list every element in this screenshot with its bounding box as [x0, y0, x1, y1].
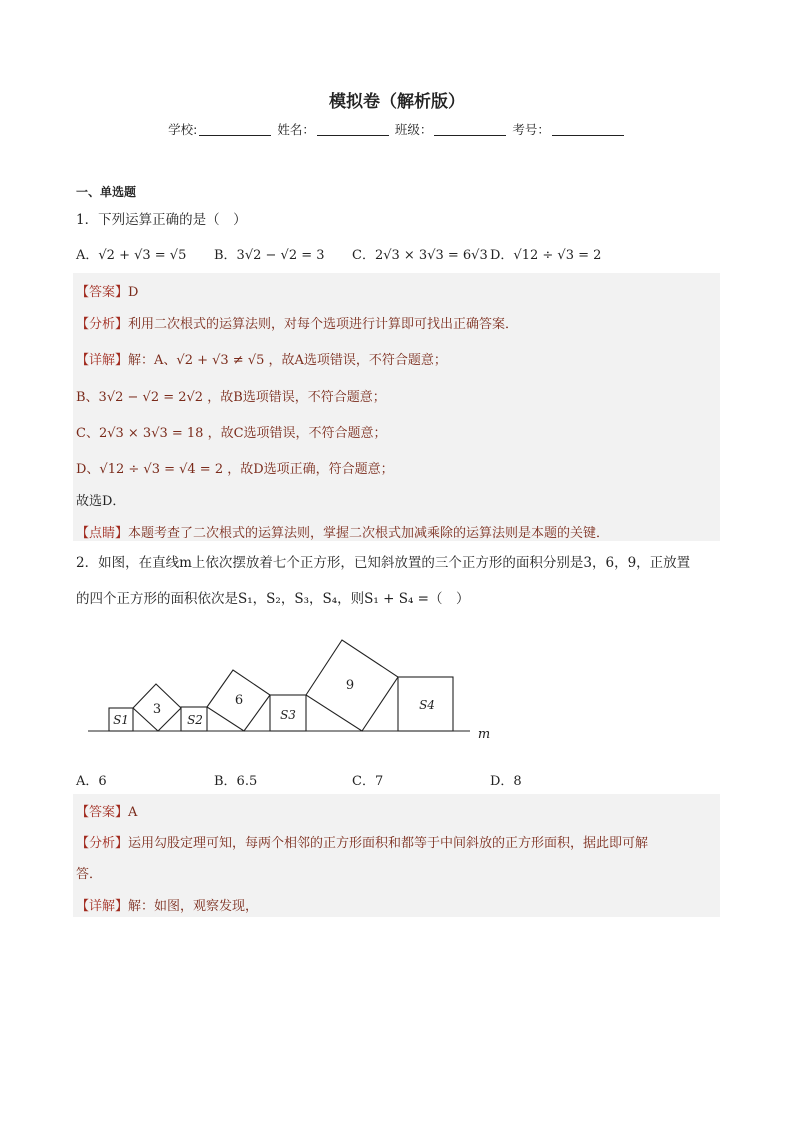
name-label: 姓名： [277, 122, 315, 137]
q1-option-b: B．3√2 − √2 = 3 [214, 248, 325, 263]
q1-detail-tag: 【详解】 [76, 353, 129, 368]
q1-comment-text: 本题考查了二次根式的运算法则，掌握二次根式加减乘除的运算法则是本题的关键． [128, 526, 610, 541]
q2-detail [76, 895, 258, 914]
label-s3: S3 [280, 708, 296, 722]
exam-no-label: 考号： [512, 122, 550, 137]
q2-option-b: B．6.5 [214, 774, 258, 789]
q2-detail-text: 解：如图，观察发现， [128, 899, 259, 914]
q1-option-c: C．2√3 × 3√3 = 6√3 [352, 248, 488, 263]
q1-comment-tag: 【点睛】 [76, 526, 129, 541]
q1-comment [76, 522, 609, 541]
q2-option-a: A．6 [76, 774, 107, 789]
q1-conclusion: 故选D． [76, 494, 126, 509]
q1-detail [76, 349, 447, 368]
label-3: 3 [152, 702, 162, 717]
q1-detail-line-1: 解：A、√2 + √3 ≠ √5 ，故A选项错误，不符合题意； [128, 353, 447, 368]
q1-answer-value: D [128, 285, 139, 300]
label-6: 6 [234, 693, 244, 708]
q1-stem: 1．下列运算正确的是（ ） [76, 212, 247, 228]
class-label: 班级： [394, 122, 433, 137]
q2-analysis-text: 运用勾股定理可知，每两个相邻的正方形面积和都等于中间斜放的正方形面积，据此即可解 [128, 836, 649, 851]
q2-analysis-tag: 【分析】 [76, 836, 129, 851]
label-s1: S1 [113, 713, 129, 727]
q2-option-d: D．8 [490, 774, 522, 789]
q1-answer [76, 281, 138, 300]
student-info-line [0, 120, 794, 138]
section-title: 一、单选题 [76, 185, 137, 199]
name-blank [317, 123, 389, 136]
q2-detail-tag: 【详解】 [76, 899, 129, 914]
q2-answer-tag: 【答案】 [76, 805, 129, 820]
class-blank [434, 123, 506, 136]
q2-stem-line-2: 的四个正方形的面积依次是S₁，S₂，S₃，S₄，则S₁ + S₄ =（ ） [76, 591, 470, 607]
label-m: m [477, 727, 491, 742]
q2-answer-value: A [128, 805, 138, 820]
q1-option-d: D．√12 ÷ √3 = 2 [490, 248, 602, 263]
exam-no-blank [552, 123, 624, 136]
q1-detail-line-3: C、2√3 × 3√3 = 18 ，故C选项错误，不符合题意； [76, 426, 387, 441]
q2-stem-line-1: 2．如图，在直线m上依次摆放着七个正方形，已知斜放置的三个正方形的面积分别是3，6，9，正放置 [76, 555, 691, 571]
q1-detail-line-2: B、3√2 − √2 = 2√2 ，故B选项错误，不符合题意； [76, 390, 386, 405]
label-s4: S4 [419, 698, 435, 712]
label-9: 9 [345, 678, 355, 693]
q1-answer-tag: 【答案】 [76, 285, 129, 300]
q1-analysis [76, 313, 518, 332]
q2-answer [76, 801, 137, 820]
school-blank [199, 123, 271, 136]
q2-analysis-line-2: 答． [76, 867, 103, 882]
q2-option-c: C．7 [352, 774, 384, 789]
q1-analysis-text: 利用二次根式的运算法则，对每个选项进行计算即可找出正确答案． [128, 317, 519, 332]
label-s2: S2 [187, 713, 203, 727]
q1-detail-line-4: D、√12 ÷ √3 = √4 = 2 ，故D选项正确，符合题意； [76, 462, 394, 477]
school-label: 学校: [168, 122, 198, 137]
q1-option-a: A．√2 + √3 = √5 [76, 248, 187, 263]
q2-squares-figure [80, 630, 500, 745]
q1-analysis-tag: 【分析】 [76, 317, 129, 332]
q2-analysis [76, 832, 648, 851]
page-title: 模拟卷（解析版） [329, 92, 465, 112]
